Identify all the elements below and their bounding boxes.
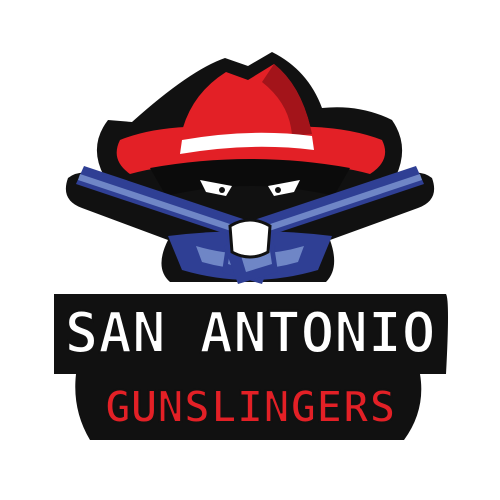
team-name-badge — [54, 294, 448, 440]
team-name-line2: GUNSLINGERS — [104, 382, 396, 433]
team-name-line1: SAN ANTONIO — [64, 301, 436, 366]
gloved-hand — [230, 220, 270, 257]
gunslinger-mascot-icon — [66, 52, 434, 284]
